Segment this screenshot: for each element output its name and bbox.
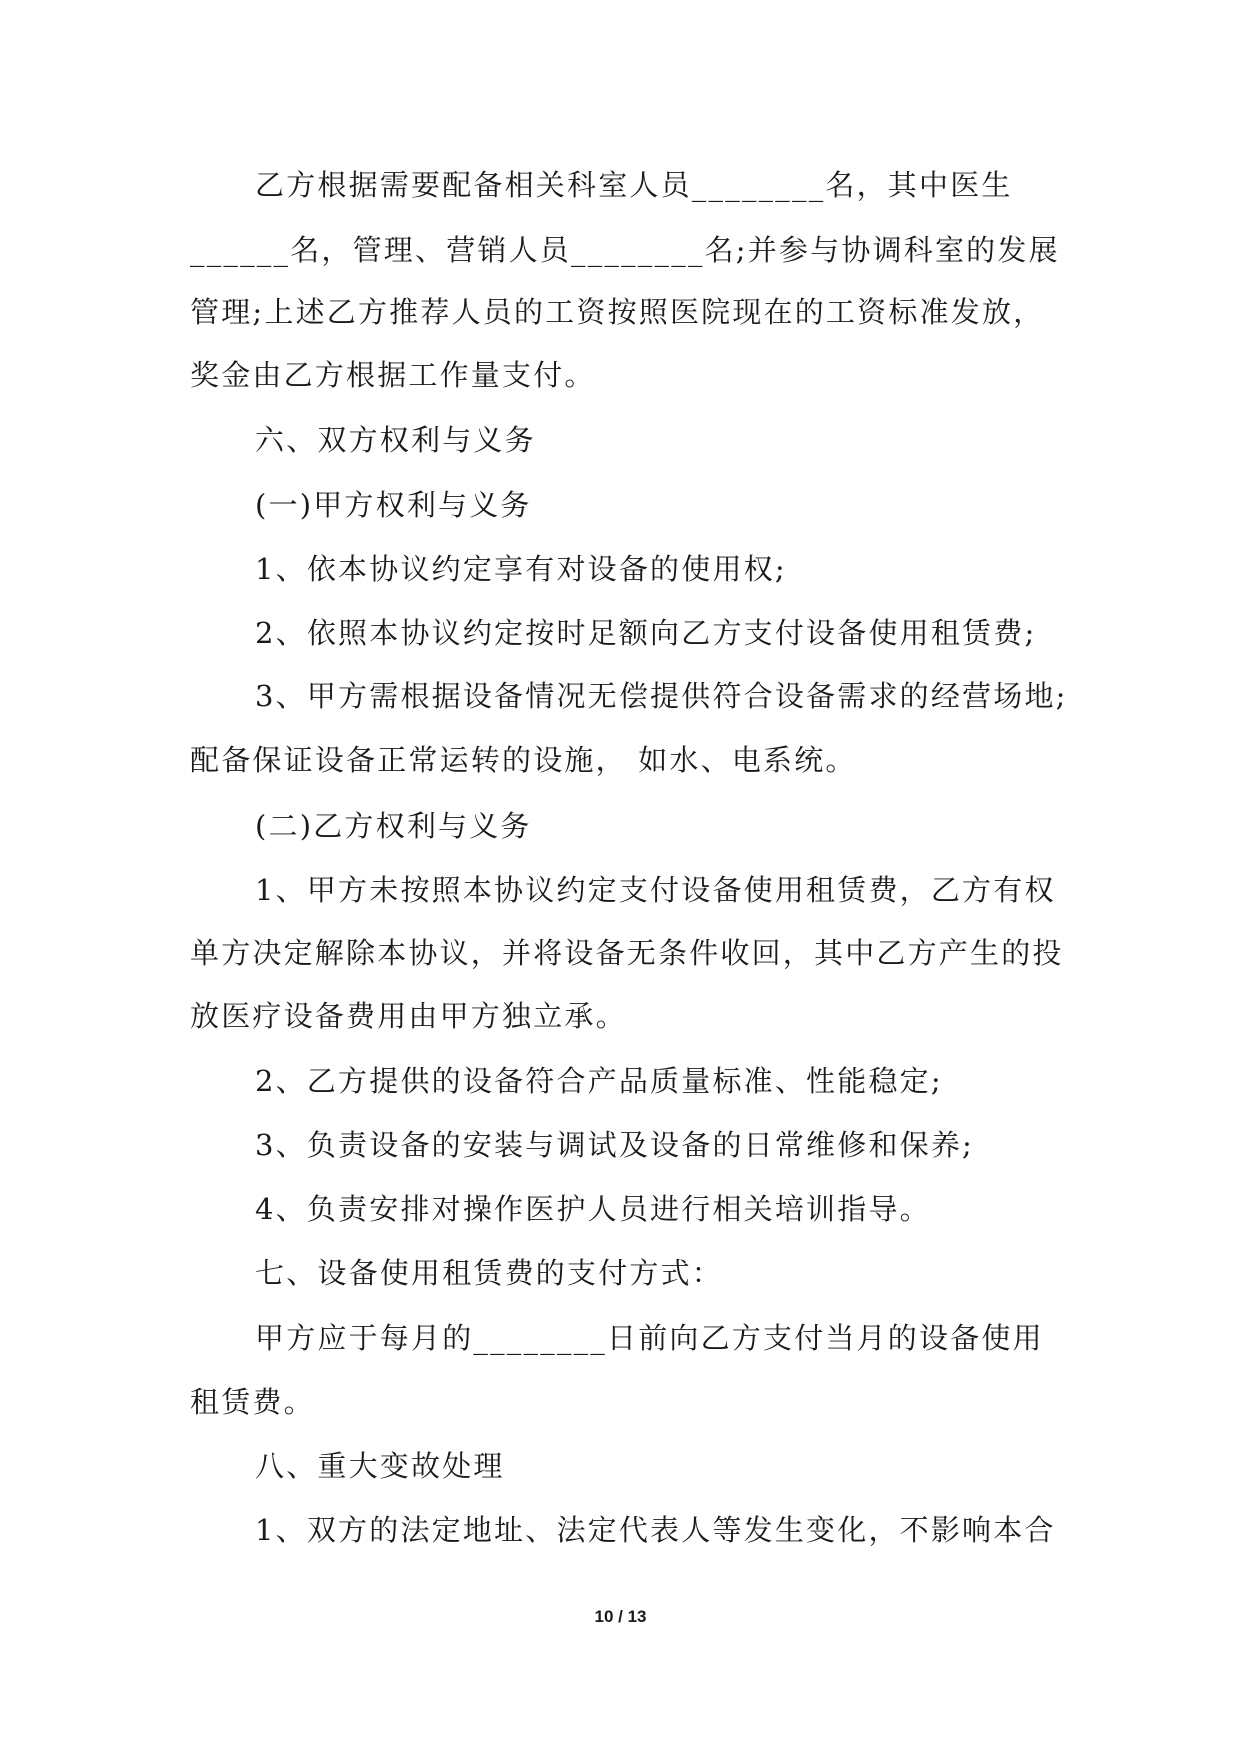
list-item: 1、依本协议约定享有对设备的使用权; [255, 552, 787, 586]
list-item: 1、甲方未按照本协议约定支付设备使用租赁费，乙方有权 [255, 873, 1056, 907]
paragraph-line: 管理;上述乙方推荐人员的工资按照医院现在的工资标准发放， [190, 295, 1045, 329]
list-item: 4、负责安排对操作医护人员进行相关培训指导。 [255, 1192, 931, 1226]
section-heading: 八、重大变故处理 [255, 1449, 505, 1483]
paragraph-line: 配备保证设备正常运转的设施， 如水、电系统。 [190, 743, 857, 777]
paragraph-line: 放医疗设备费用由甲方独立承。 [190, 999, 627, 1033]
subsection-heading: (一)甲方权利与义务 [255, 488, 532, 522]
paragraph-line: 租赁费。 [190, 1385, 315, 1419]
paragraph-line: 甲方应于每月的________日前向乙方支付当月的设备使用 [255, 1321, 1044, 1355]
paragraph-line: ______名，管理、营销人员________名;并参与协调科室的发展 [190, 233, 1060, 267]
list-item: 3、甲方需根据设备情况无偿提供符合设备需求的经营场地; [255, 679, 1068, 713]
section-heading: 六、双方权利与义务 [255, 423, 536, 457]
paragraph-line: 乙方根据需要配备相关科室人员________名，其中医生 [255, 168, 1013, 202]
list-item: 3、负责设备的安装与调试及设备的日常维修和保养; [255, 1128, 975, 1162]
list-item: 2、依照本协议约定按时足额向乙方支付设备使用租赁费; [255, 616, 1037, 650]
page-number: 10 / 13 [594, 1607, 647, 1626]
list-item: 2、乙方提供的设备符合产品质量标准、性能稳定; [255, 1064, 943, 1098]
subsection-heading: (二)乙方权利与义务 [255, 809, 532, 843]
section-heading: 七、设备使用租赁费的支付方式： [255, 1256, 724, 1290]
list-item: 1、双方的法定地址、法定代表人等发生变化，不影响本合 [255, 1513, 1056, 1547]
paragraph-line: 奖金由乙方根据工作量支付。 [190, 358, 596, 392]
paragraph-line: 单方决定解除本协议，并将设备无条件收回，其中乙方产生的投 [190, 936, 1064, 970]
